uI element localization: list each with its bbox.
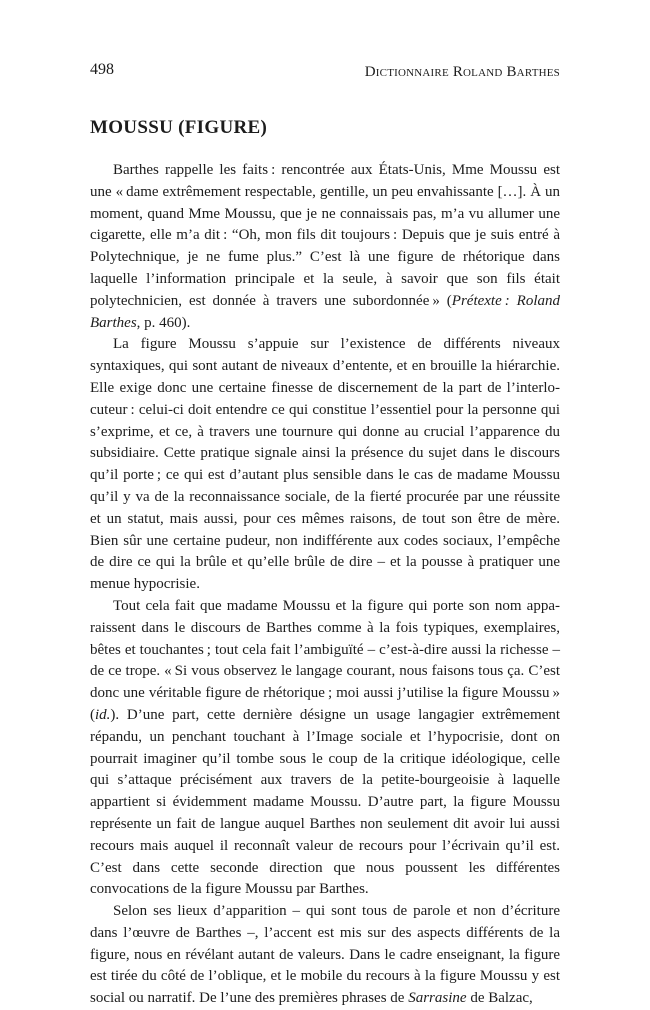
paragraph — [90, 901, 560, 1010]
page-number: 498 — [90, 61, 114, 78]
book-title: Prétexte : Roland Barthes — [90, 292, 560, 331]
running-head: Dictionnaire Roland Barthes — [364, 64, 560, 80]
text-run: de Balzac, — [466, 990, 533, 1007]
entry-body — [90, 160, 560, 1010]
text-run: La figure Moussu s’appuie sur l’existence de différents niveaux syntaxiques, qui sont autant de niveaux d’entente, et en brouille la hiérarchie. Elle exige donc une certaine finesse de discernement de la part de l’interlocuteur : celui-ci doit entendre ce qui constitue l’essentiel pour la personne qui s’exprime, et ce, à travers une tournure qui donne au crucial l’apparence du subsidiaire. Cette pratique signale ainsi la présence du sujet dans le discours qu’il porte ; ce qui est d’autant plus sensible dans le cas de madame Moussu qu’il y va de la reconnaissance sociale, de la fierté procurée par une réussite et un statut, mais aussi, pour ces mêmes raisons, de tout son être de mère. Bien sûr une certaine pudeur, non indifférente aux codes sociaux, l’empêche de dire ce qui la brûle et qu’elle brûle de dire – et la pousse à pratiquer une menue hypocrisie. — [90, 336, 560, 593]
text-run: ). D’une part, cette dernière désigne un usage langagier extrêmement répandu, un penchant touchant à l’Image sociale et l’hypocrisie, dont on pourrait imaginer qu’il tombe sous le coup de la critique idéologique, celle qui s’attaque précisément aux travers de la petite-bourgeoisie à laquelle appartient si évidemment madame Moussu. D’autre part, la figure Moussu représente un fait de langue auquel Barthes non seulement dit avoir lui aussi recours mais auquel il reconnaît valeur de recours pour l’écrivain qu’il est. C’est dans cette seconde direction que nous poussent les différentes convocations de la figure Moussu par Barthes. — [90, 706, 560, 898]
paragraph — [90, 596, 560, 901]
entry-title: MOUSSU (FIGURE) — [90, 117, 268, 138]
book-title: Sarrasine — [408, 990, 467, 1007]
paragraph — [90, 334, 560, 596]
text-run: Tout cela fait que madame Moussu et la figure qui porte son nom apparaissent dans le discours de Barthes comme à la fois typiques, exemplaires, bêtes et touchantes ; tout cela fait l’ambiguïté – c’est-à-dire aussi la richesse – de ce trope. « Si vous observez le langage courant, nous faisons tous ça. C’est donc une véritable figure de rhétorique ; moi aussi j’utilise la figure Moussu » ( — [90, 597, 560, 723]
text-run: , p. 460). — [136, 314, 191, 331]
paragraph — [90, 160, 560, 334]
citation-abbrev: id. — [95, 706, 111, 723]
text-run: Selon ses lieux d’apparition – qui sont tous de parole et non d’écriture dans l’œuvre de Barthes –, l’accent est mis sur des aspects différents de la figure, nous en révélant autant de valeurs. Dans le cadre enseignant, la figure est tirée du côté de l’oblique, et le mobile du recours à la figure Moussu y est social ou narratif. De l’une des premières phrases de — [90, 903, 560, 1007]
text-run: Barthes rappelle les faits : rencontrée aux États-Unis, Mme Moussu est une « dame extrêmement respectable, gentille, un peu envahissante […]. À un moment, quand Mme Moussu, que je ne connaissais pas, m’a vu allumer une cigarette, elle m’a dit : “Oh, mon fils dit toujours : Depuis que je suis entré à Polytechnique, je ne fume plus.” C’est là une figure de rhétorique dans laquelle l’information principale et la seule, à savoir que son fils était polytechnicien, est donnée à travers une subordonnée » ( — [90, 162, 560, 309]
